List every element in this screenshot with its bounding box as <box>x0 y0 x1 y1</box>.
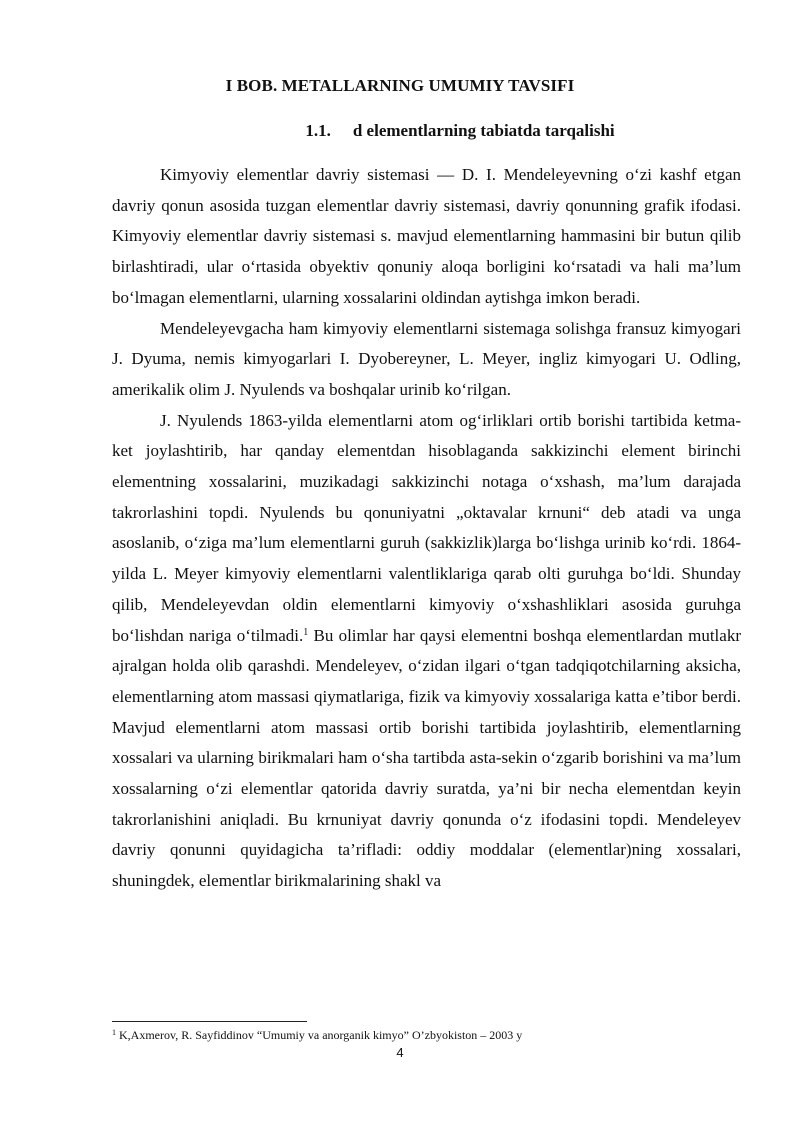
footnote-reference: 1 <box>303 626 309 638</box>
body-text <box>112 160 741 897</box>
paragraph: Mendeleyevgacha ham kimyoviy elementlarni sistemaga solishga fransuz kimyogari J. Dyuma, nemis kimyogarlari I. Dyobereyner, L. Meyer, ingliz kimyogari U. Odling, amerikalik olim J. Nyulends va boshqalar urinib ko‘rilgan. <box>112 318 741 399</box>
footnote <box>112 1027 752 1043</box>
footnote-mark: 1 <box>112 1028 116 1037</box>
section-title: d elementlarning tabiatda tarqalishi <box>352 121 615 140</box>
paragraph-text: J. Nyulends 1863-yilda elementlarni atom og‘irliklari ortib borishi tartibida ketma-ket joylashtirib, har qanday elementdan hisoblaganda sakkizinchi element birinchi elementning xossalarini, muzikadagi sakkizinchi notaga o‘xshash, ma’lum darajada takrorlashini topdi. Nyulends bu qonuniyatni „oktavalar krnuni“ deb atadi va unga asoslanib, o‘ziga ma’lum elementlarni guruh (sakkizlik)larga bo‘lishga urinib ko‘rdi. 1864-yilda L. Meyer kimyoviy elementlarni valentliklariga qarab olti guruhga bo‘ldi. Shunday qilib, Mendeleyevdan oldin elementlarni kimyoviy o‘xshashliklari asosida guruhga bo‘lishdan nariga o‘tilmadi. <box>112 410 741 645</box>
footnote-text: K,Axmerov, R. Sayfiddinov “Umumiy va anorganik kimyo” O’zbyokiston – 2003 y <box>116 1028 523 1042</box>
section-heading <box>0 119 800 143</box>
paragraph-text: Bu olimlar har qaysi elementni boshqa elementlardan mutlakr ajralgan holda olib qarashdi. Mendeleyev, o‘zidan ilgari o‘tgan tadqiqotchilarning aksicha, elementlarning atom massasi qiymatlariga, fizik va kimyoviy xossalariga katta e’tibor berdi. Mavjud elementlarni atom massasi ortib borishi tartibida joylashtirib, elementlarning xossalari va ularning birikmalari ham o‘sha tartibda asta-sekin o‘zgarib borishini va ma’lum xossalarning o‘zi elementlar qatorida davriy suratda, ya’ni bir necha elementdan keyin takrorlanishini aniqladi. Bu krnuniyat davriy qonunda o‘z ifodasini topdi. Mendeleyev davriy qonunni quyidagicha ta’rifladi: oddiy moddalar (elementlar)ning xossalari, shuningdek, elementlar birikmalarining shakl va <box>112 625 741 891</box>
chapter-title: I BOB. METALLARNING UMUMIY TAVSIFI <box>225 76 575 95</box>
paragraph <box>112 406 741 897</box>
page-number: 4 <box>396 1045 404 1060</box>
section-number: 1.1. <box>305 121 331 140</box>
footnote-separator <box>112 1021 307 1022</box>
paragraph: Kimyoviy elementlar davriy sistemasi — D. I. Mendeleyevning o‘zi kashf etgan davriy qonun asosida tuzgan elementlar davriy sistemasi, davriy qonunning grafik ifodasi. Kimyoviy elementlar davriy sistemasi s. mavjud elementlarning hammasini bir butun qilib birlashtiradi, ular o‘rtasida obyektiv qonuniy aloqa borligini ko‘rsatadi va hali ma’lum bo‘lmagan elementlarni, ularning xossalarini oldindan aytishga imkon beradi. <box>112 165 741 307</box>
